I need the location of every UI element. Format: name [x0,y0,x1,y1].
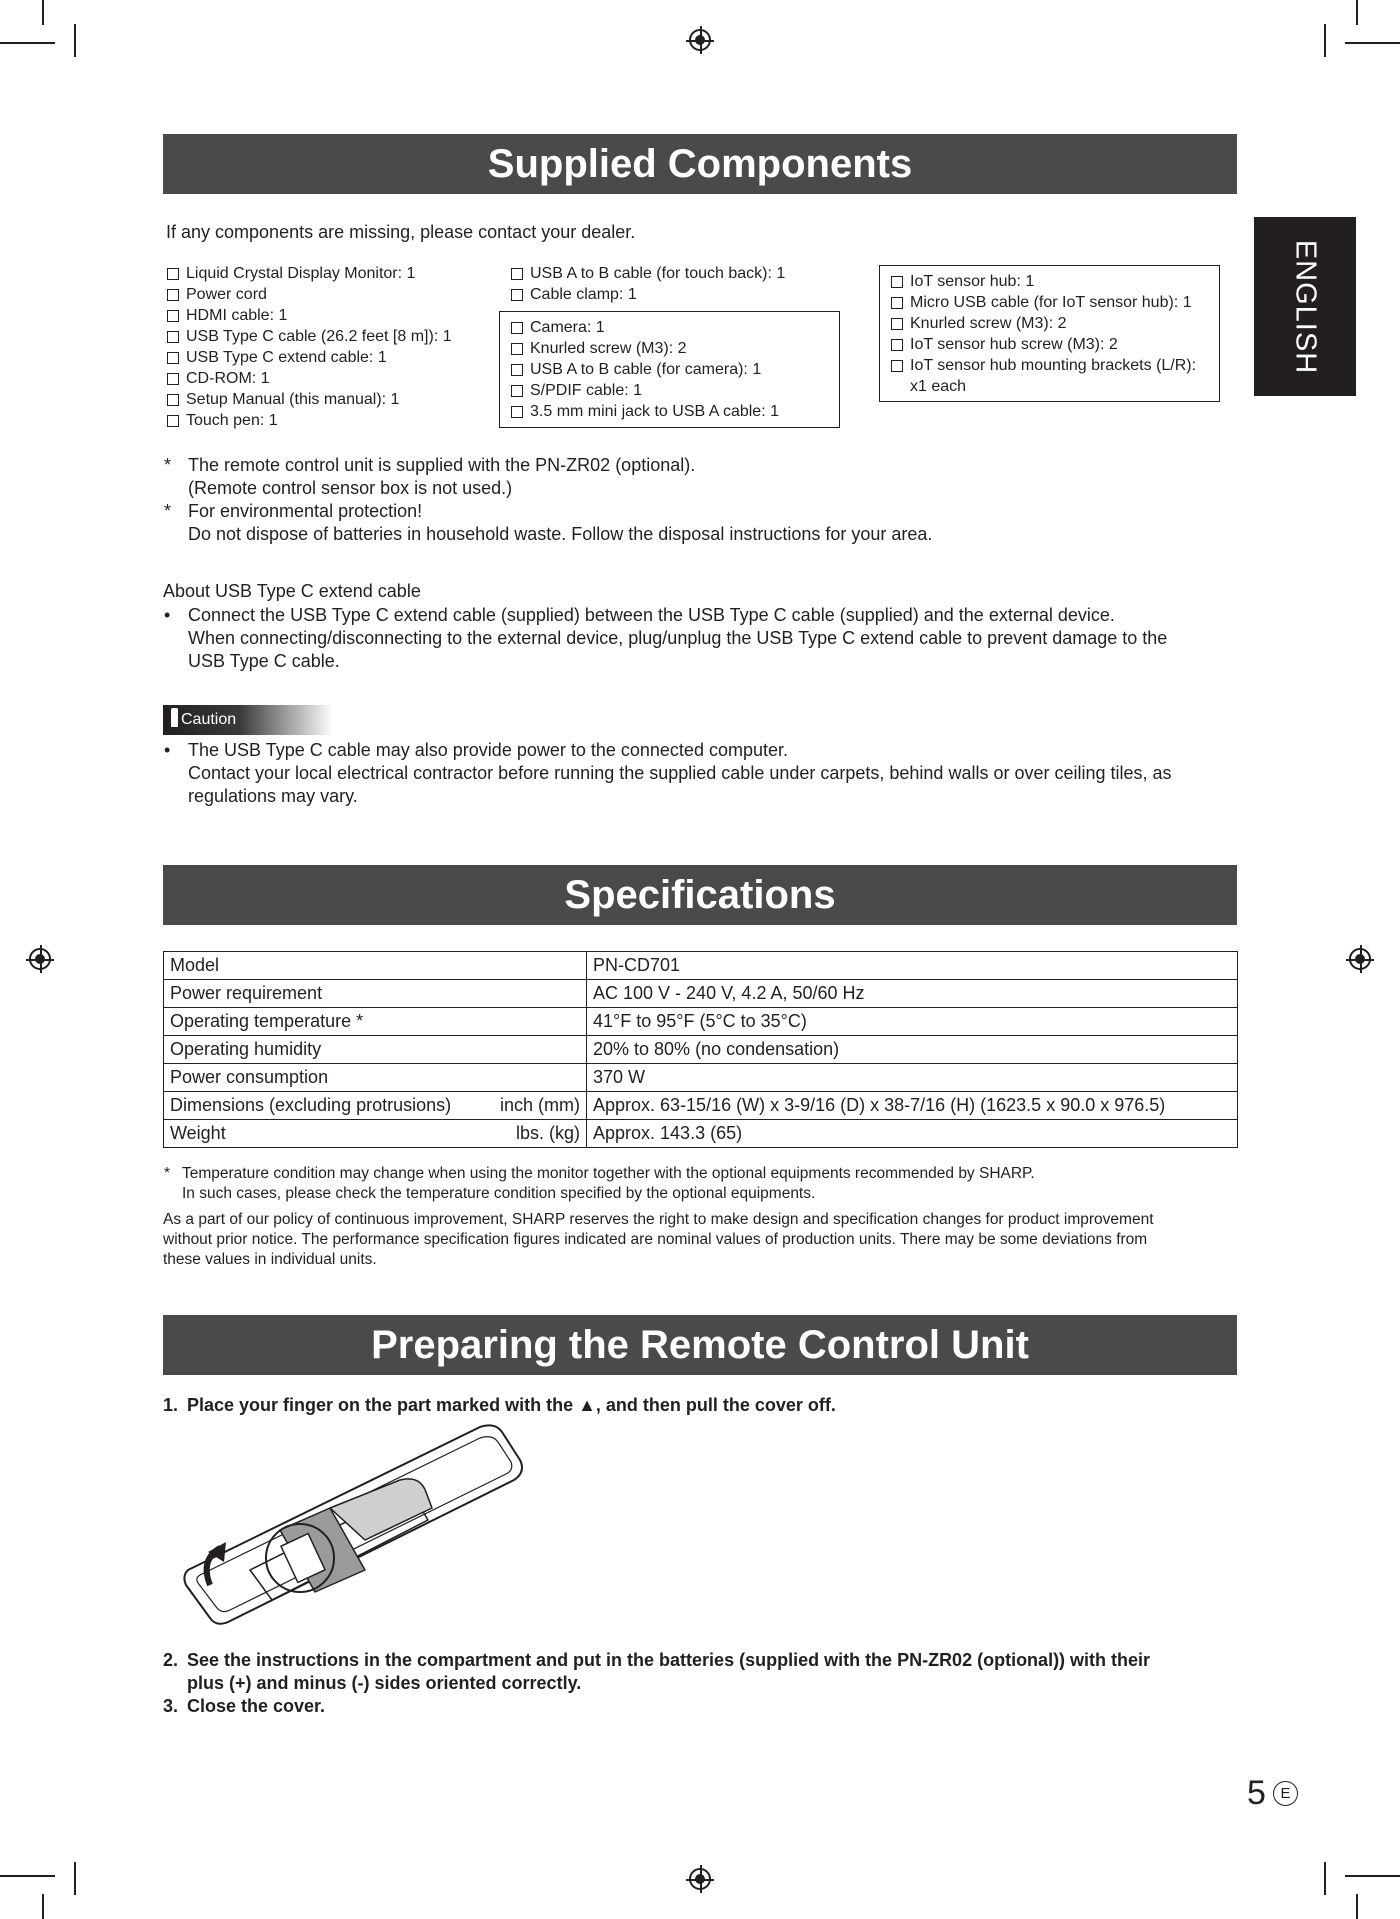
step-number: 2. [163,1650,179,1670]
step-text: Close the cover. [187,1696,326,1716]
spec-label: Model [170,955,220,975]
note-line: The remote control unit is supplied with the PN-ZR02 (optional). [188,455,696,475]
step-text: See the instructions in the compartment and put in the batteries (supplied with the PN-ZR02 (optional)) with their [187,1650,1151,1670]
list-item: CD-ROM: 1 [167,368,452,389]
list-item: Cable clamp: 1 [511,284,785,305]
registration-mark-icon [1349,948,1371,970]
component-list-main [167,263,452,431]
footnote-line: Temperature condition may change when using the monitor together with the optional equipments recommended by SHARP. [182,1165,1035,1182]
crop-mark [1324,24,1326,57]
iot-components-box [879,265,1220,402]
crop-mark [0,1875,55,1877]
language-mark: E [1273,1781,1298,1806]
usb-extend-title: About USB Type C extend cable [163,581,421,601]
list-item: Touch pen: 1 [167,410,452,431]
policy-line: As a part of our policy of continuous improvement, SHARP reserves the right to make design and specification changes for product improvement [163,1211,1154,1228]
crop-mark [42,1894,44,1919]
section-title-supplied: Supplied Components [163,134,1237,194]
spec-value: 41°F to 95°F (5°C to 35°C) [587,1008,1238,1036]
component-list-secondary [511,263,785,305]
list-item: Micro USB cable (for IoT sensor hub): 1 [891,292,1208,313]
step-text: Place your finger on the part marked with the ▲, and then pull the cover off. [187,1395,836,1415]
note-line: For environmental protection! [188,501,423,521]
remote-control-illustration [180,1420,530,1630]
bullet-line: Contact your local electrical contractor before running the supplied cable under carpets, behind walls or over ceiling tiles, as [188,763,1172,783]
bullet-line: regulations may vary. [188,786,358,806]
crop-mark [0,42,55,44]
table-row [164,980,1238,1008]
exclamation-icon [171,708,178,727]
table-row [164,1120,1238,1148]
iot-item-continuation: x1 each [910,378,967,395]
bullet-line: Connect the USB Type C extend cable (supplied) between the USB Type C cable (supplied) and the external device. [188,605,1115,625]
crop-mark [1356,1894,1358,1919]
crop-mark [1356,0,1358,25]
crop-mark [1324,1862,1326,1895]
spec-unit: lbs. (kg) [515,1123,580,1143]
list-item: IoT sensor hub screw (M3): 2 [891,334,1208,355]
list-item: S/PDIF cable: 1 [511,380,828,401]
note-marker: * [164,455,172,475]
note-marker: * [164,501,172,521]
section-title-specifications: Specifications [163,865,1237,925]
step-number: 3. [163,1696,179,1716]
spec-label: Weight [170,1123,226,1143]
table-row [164,1092,1238,1120]
bullet-marker: • [164,740,171,760]
policy-line: these values in individual units. [163,1251,377,1268]
supplied-note [164,500,932,546]
bullet-line: The USB Type C cable may also provide power to the connected computer. [188,740,788,760]
crop-mark [42,0,44,25]
spec-label: Power requirement [170,983,323,1003]
spec-unit: inch (mm) [500,1095,580,1115]
caution-label [163,705,333,735]
list-item: IoT sensor hub mounting brackets (L/R): [891,355,1208,376]
crop-mark [1345,42,1400,44]
table-row [164,952,1238,980]
section-title-remote: Preparing the Remote Control Unit [163,1315,1237,1375]
list-item: Liquid Crystal Display Monitor: 1 [167,263,452,284]
list-item: 3.5 mm mini jack to USB A cable: 1 [511,401,828,422]
registration-mark-icon [689,29,711,51]
bullet-line: USB Type C cable. [188,651,340,671]
registration-mark-icon [29,948,51,970]
remote-step [163,1394,836,1417]
list-item: Knurled screw (M3): 2 [511,338,828,359]
remote-step [163,1695,325,1718]
language-tab [1254,217,1356,396]
table-row [164,1036,1238,1064]
page-number: 5 [1247,1774,1266,1812]
spec-value: Approx. 63-15/16 (W) x 3-9/16 (D) x 38-7/16 (H) (1623.5 x 90.0 x 976.5) [587,1092,1238,1120]
spec-label: Operating humidity [170,1039,322,1059]
list-item: HDMI cable: 1 [167,305,452,326]
spec-value: 20% to 80% (no condensation) [587,1036,1238,1064]
usb-extend-bullet [164,604,1167,673]
camera-component-list [511,317,828,422]
bullet-line: When connecting/disconnecting to the external device, plug/unplug the USB Type C extend cable to prevent damage to the [188,628,1168,648]
bullet-marker: • [164,605,171,625]
spec-value: PN-CD701 [587,952,1238,980]
footnote-line: In such cases, please check the temperature condition specified by the optional equipments. [182,1185,816,1202]
spec-value: 370 W [587,1064,1238,1092]
list-item: Camera: 1 [511,317,828,338]
policy-line: without prior notice. The performance specification figures indicated are nominal values of production units. There may be some deviations from [163,1231,1148,1248]
crop-mark [74,24,76,57]
spec-footnote [164,1164,1035,1204]
table-row [164,1064,1238,1092]
list-item: USB A to B cable (for camera): 1 [511,359,828,380]
iot-component-list [891,271,1208,376]
crop-mark [1345,1875,1400,1877]
caution-bullet [164,739,1172,808]
supplied-note [164,454,695,500]
language-tab-label: ENGLISH [1289,239,1322,374]
spec-label: Power consumption [170,1067,329,1087]
list-item: USB A to B cable (for touch back): 1 [511,263,785,284]
supplied-intro: If any components are missing, please contact your dealer. [166,222,636,242]
note-line: Do not dispose of batteries in household waste. Follow the disposal instructions for your area. [188,524,933,544]
camera-components-box [499,311,840,428]
crop-mark [74,1862,76,1895]
caution-text: Caution [181,711,237,728]
spec-value: AC 100 V - 240 V, 4.2 A, 50/60 Hz [587,980,1238,1008]
remote-step [163,1649,1150,1695]
spec-value: Approx. 143.3 (65) [587,1120,1238,1148]
note-line: (Remote control sensor box is not used.) [188,478,513,498]
list-item: USB Type C cable (26.2 feet [8 m]): 1 [167,326,452,347]
spec-policy-note [163,1210,1154,1270]
table-row [164,1008,1238,1036]
spec-label: Dimensions (excluding protrusions) [170,1095,452,1115]
list-item: Knurled screw (M3): 2 [891,313,1208,334]
list-item: Power cord [167,284,452,305]
footnote-marker: * [164,1165,171,1182]
list-item: USB Type C extend cable: 1 [167,347,452,368]
step-text: plus (+) and minus (-) sides oriented correctly. [187,1673,582,1693]
specifications-table [163,951,1238,1148]
list-item: IoT sensor hub: 1 [891,271,1208,292]
spec-label: Operating temperature * [170,1011,364,1031]
step-number: 1. [163,1395,179,1415]
list-item: Setup Manual (this manual): 1 [167,389,452,410]
registration-mark-icon [689,1868,711,1890]
